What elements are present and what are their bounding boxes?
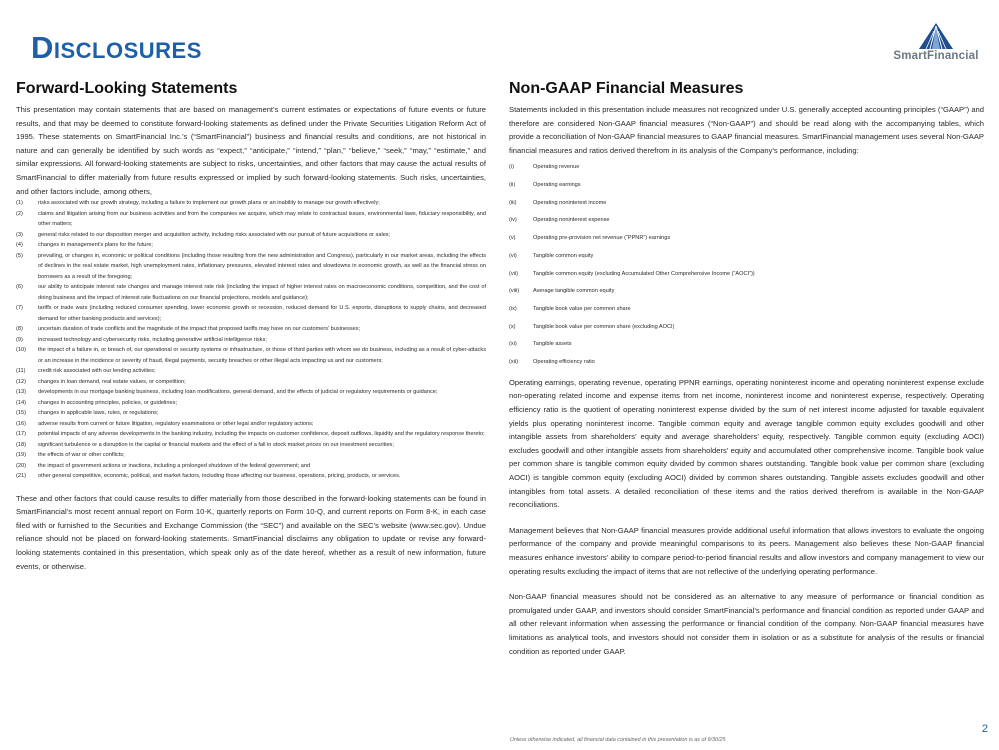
risk-item-text: our ability to anticipate interest rate changes and manage interest rate risk (including the impact of higher interest rates on macroeconomic conditions, competition, and the cost of doing business and the impact of interest rate fluctuations on our financial projections, models and guidance); [38, 284, 486, 301]
risk-item [16, 408, 486, 419]
measure-item [509, 354, 984, 372]
risk-item-number: (12) [16, 378, 26, 385]
risk-item-number: (21) [16, 473, 26, 480]
risk-item-text: the effects of war or other conflicts; [38, 452, 125, 459]
measure-item-text: Operating efficiency ratio [533, 359, 595, 366]
measure-item-number: (iii) [509, 199, 517, 206]
risk-item [16, 429, 486, 440]
risk-item-text: the impact of government actions or inactions, including a prolonged shutdown of the federal government; and [38, 462, 311, 469]
risk-item-number: (3) [16, 231, 23, 238]
risk-item-text: potential impacts of any adverse developments in the banking industry, including the impacts on customer confidence, deposit outflows, liquidity and the regulatory response thereto; [38, 431, 485, 438]
risk-item-number: (17) [16, 431, 26, 438]
risk-item-number: (7) [16, 305, 23, 312]
logo-text: SmartFinancial [893, 50, 979, 62]
risk-item [16, 282, 486, 303]
smartfinancial-logo [886, 23, 986, 62]
risk-item [16, 471, 486, 482]
risk-item [16, 387, 486, 398]
non-gaap-management-view: Management believes that Non-GAAP financial measures provide additional useful information that allows investors to evaluate the ongoing performance of the company and provide meaningful comparisons to its peers. Management also believes these Non-GAAP financial measures enhance investors’ ability to compare period-to-period financial results and allow investors and company management to view our operating results excluding the impact of items that are not reflective of the underlying operating performance. [509, 525, 984, 576]
risk-item-text: credit risk associated with our lending activities; [38, 368, 156, 375]
risk-item-number: (20) [16, 462, 26, 469]
risk-item-number: (15) [16, 410, 26, 417]
measure-item [509, 336, 984, 354]
risk-item-text: changes in accounting principles, policies, or guidelines; [38, 399, 177, 406]
risk-item-text: tariffs or trade wars (including reduced consumer spending, lower economic growth or recession, reduced demand for U.S. exports, disruptions to supply chains, and decreased demand for other banking products and services); [38, 305, 486, 322]
risk-item [16, 335, 486, 346]
measure-item-text: Operating revenue [533, 164, 580, 171]
risk-item-text: adverse results from current or future litigation, regulatory examinations or other legal and/or regulatory actions; [38, 420, 314, 427]
measure-item-text: Operating earnings [533, 182, 581, 189]
measure-item-number: (viii) [509, 288, 520, 295]
measure-item-number: (ix) [509, 306, 517, 312]
measure-item-text: Average tangible common equity [533, 288, 615, 295]
risk-item-text: the impact of a failure in, or breach of, our operational or security systems or infrastructure, or those of third parties with whom we do business, including as a result of cyber-attacks or an increase in the incidence or severity of fraud, illegal payments, security breaches or other illegal acts impacting us and our customers; [38, 347, 486, 364]
risk-item [16, 440, 486, 451]
risk-item-text: changes in loan demand, real estate values, or competition; [38, 378, 186, 385]
measure-item-number: (vii) [509, 270, 519, 277]
risk-item-number: (8) [16, 326, 23, 333]
page-title: Disclosures [31, 30, 202, 65]
measure-item [509, 248, 984, 266]
risk-item-number: (6) [16, 284, 23, 291]
risk-item [16, 230, 486, 241]
risk-item-text: increased technology and cybersecurity risks, including generative artificial intelligence risks; [38, 336, 267, 343]
risk-item-text: developments in our mortgage banking business, including loan modifications, general demand, and the effects of judicial or regulatory requirements or guidance; [38, 389, 438, 396]
risk-item [16, 398, 486, 409]
measure-item-number: (i) [509, 164, 514, 171]
risk-item-number: (1) [16, 200, 23, 207]
risk-item-text: claims and litigation arising from our business activities and from the companies we acquire, which may relate to contractual issues, environmental laws, fiduciary responsibility, and other matters; [38, 210, 486, 228]
risk-item-number: (4) [16, 242, 23, 249]
measure-item [509, 195, 984, 213]
risk-item-number: (2) [16, 210, 23, 217]
measure-item-text: Operating noninterest income [533, 199, 607, 206]
mountain-logo-icon [919, 23, 953, 49]
measure-item-text: Tangible common equity (excluding Accumulated Other Comprehensive Income (“AOCI”)) [533, 270, 755, 277]
measure-item [509, 301, 984, 319]
measure-item [509, 230, 984, 248]
measure-item-number: (xii) [509, 359, 519, 366]
risk-item-text: prevailing, or changes in, economic or political conditions (including those resulting from the new administration and Congress), particularly in our market areas, including the effects of declines in the real estate market, high unemployment rates, inflationary pressures, elevated interest rates and slowdowns in economic growth, as well as the financial stress on borrowers as a result of the foregoing; [38, 252, 486, 280]
risk-item-number: (10) [16, 347, 26, 354]
non-gaap-limitations: Non-GAAP financial measures should not be considered as an alternative to any measure of performance or financial condition as promulgated under GAAP, and investors should consider SmartFinancial’s performance and financial condition as reported under GAAP and all other relevant information when assessing the performance or financial condition of the company. Non-GAAP financial measures have limitations as analytical tools, and investors should not consider them in isolation or as a substitute for analysis of the results or financial condition as reported under GAAP. [509, 592, 984, 656]
non-gaap-measure-list [509, 159, 984, 371]
forward-looking-intro: This presentation may contain statements that are based on management’s current estimates or expectations of future events or future results, and that may be deemed to constitute forward-looking statements as defined under the Private Securities Litigation Reform Act of 1995. These statements on SmartFinancial Inc.’s (“SmartFinancial”) business and financial results and conditions, are not historical in nature and can generally be identified by such words as “expect,” “anticipate,” “intend,” “plan,” “believe,” “seek,” “may,” “estimate,” and similar expressions. All forward-looking statements are subject to risks, uncertainties, and other factors that may cause the actual results of SmartFinancial to differ materially from future results expressed or implied by such forward-looking statements. Such risks, uncertainties, and other factors include, among others, [16, 105, 486, 196]
risk-item-text: general risks related to our disposition merger and acquisition activity, including risks associated with our pursuit of future acquisitions or sales; [38, 231, 391, 238]
risk-item-text: changes in applicable laws, rules, or regulations; [38, 410, 159, 417]
risk-item-number: (9) [16, 336, 23, 343]
risk-item-number: (18) [16, 441, 26, 448]
measure-item-number: (xi) [509, 341, 517, 348]
measure-item-text: Tangible assets [533, 341, 572, 348]
non-gaap-intro: Statements included in this presentation include measures not recognized under U.S. generally accepted accounting principles (“GAAP”) and therefore are considered Non-GAAP financial measures (“Non-GAAP”) and should be read along with the accompanying tables, which provide a reconciliation of Non-GAAP financial measures to GAAP financial measures. SmartFinancial management uses several Non-GAAP financial measures and ratios derived therefrom in its analysis of the Company’s performance, including: [509, 105, 984, 155]
risk-item [16, 450, 486, 461]
measure-item-number: (vi) [509, 252, 517, 259]
risk-item [16, 366, 486, 377]
risk-item-number: (11) [16, 368, 26, 375]
risk-item-number: (13) [16, 389, 26, 396]
measure-item-number: (iv) [509, 217, 517, 224]
risk-item-text: risks associated with our growth strategy, including a failure to implement our growth plans or an inability to manage our growth effectively; [38, 200, 380, 207]
risk-item [16, 377, 486, 388]
risk-item [16, 345, 486, 366]
non-gaap-section [509, 80, 984, 658]
risk-item-text: uncertain duration of trade conflicts and the magnitude of the impact that proposed tariffs may have on our customers’ businesses; [38, 326, 361, 333]
measure-item-number: (x) [509, 323, 516, 330]
measure-item-text: Tangible common equity [533, 252, 594, 259]
risk-item [16, 240, 486, 251]
risk-item [16, 251, 486, 283]
measure-item-number: (v) [509, 235, 516, 242]
measure-item [509, 319, 984, 337]
forward-looking-heading: Forward-Looking Statements [16, 80, 238, 97]
risk-item [16, 209, 486, 230]
risk-item [16, 324, 486, 335]
risk-item [16, 303, 486, 324]
non-gaap-heading: Non-GAAP Financial Measures [509, 80, 744, 97]
risk-item-number: (19) [16, 452, 26, 459]
measure-item-text: Operating pre-provision net revenue (“PPNR”) earnings [533, 235, 671, 242]
measure-item [509, 159, 984, 177]
risk-item-number: (5) [16, 252, 23, 259]
measure-item-text: Tangible book value per common share (excluding AOCI) [533, 323, 675, 330]
measure-item-number: (ii) [509, 182, 516, 189]
measure-item-text: Tangible book value per common share [533, 306, 631, 312]
risk-item-text: significant turbulence or a disruption in the capital or financial markets and the effect of a fall in stock market prices on our investment securities; [38, 441, 394, 448]
risk-item-number: (14) [16, 399, 26, 406]
measure-item [509, 283, 984, 301]
forward-looking-section [16, 80, 486, 573]
forward-looking-closing: These and other factors that could cause results to differ materially from those described in the forward-looking statements can be found in SmartFinancial’s most recent annual report on Form 10-K, quarterly reports on Form 10-Q, and current reports on Form 8-K, in each case filed with or furnished to the Securities and Exchange Commission (the “SEC”) and available on the SEC’s website (www.sec.gov). Undue reliance should not be placed on forward-looking statements. SmartFinancial disclaims any obligation to update or revise any forward-looking statements contained in this presentation, which speak only as of the date hereof, whether as a result of new information, future events, or otherwise. [16, 493, 486, 571]
risk-factor-list [16, 198, 486, 482]
measure-item [509, 266, 984, 284]
risk-item [16, 461, 486, 472]
risk-item [16, 198, 486, 209]
measure-item [509, 212, 984, 230]
risk-item-text: changes in management’s plans for the future; [38, 242, 153, 249]
risk-item-number: (16) [16, 420, 26, 427]
measure-item-text: Operating noninterest expense [533, 217, 610, 224]
risk-item-text: other general competitive, economic, political, and market factors, including those affecting our business, operations, pricing, products, or services. [38, 473, 401, 480]
non-gaap-definitions: Operating earnings, operating revenue, operating PPNR earnings, operating noninterest income and operating noninterest expense exclude non-operating related income and expense items from net income, noninterest income and noninterest expense, respectively. Operating efficiency ratio is the quotient of operating noninterest expense divided by the sum of net interest income adjusted for taxable equivalent yields plus operating noninterest income. Tangible common equity and average tangible common equity excludes goodwill and other intangible assets from shareholders’ equity and average shareholders’ equity, respectively. Tangible common equity (excluding AOCI) excludes goodwill and other intangible assets from shareholders’ equity and accumulated other comprehensive income. Tangible book value per common share is tangible common equity divided by common shares outstanding. Tangible book value per common share (excluding AOCI) is tangible common equity (excluding AOCI) divided by common shares outstanding. Tangible assets excludes goodwill and other intangibles from total assets. A detailed reconciliation of these items and the ratios derived therefrom is available in the Non-GAAP reconciliations. [509, 377, 984, 510]
measure-item [509, 177, 984, 195]
risk-item [16, 419, 486, 430]
footnote: Unless otherwise indicated, all financial data contained in this presentation is as of 9/30/25 [510, 737, 726, 743]
page-number: 2 [981, 723, 988, 735]
